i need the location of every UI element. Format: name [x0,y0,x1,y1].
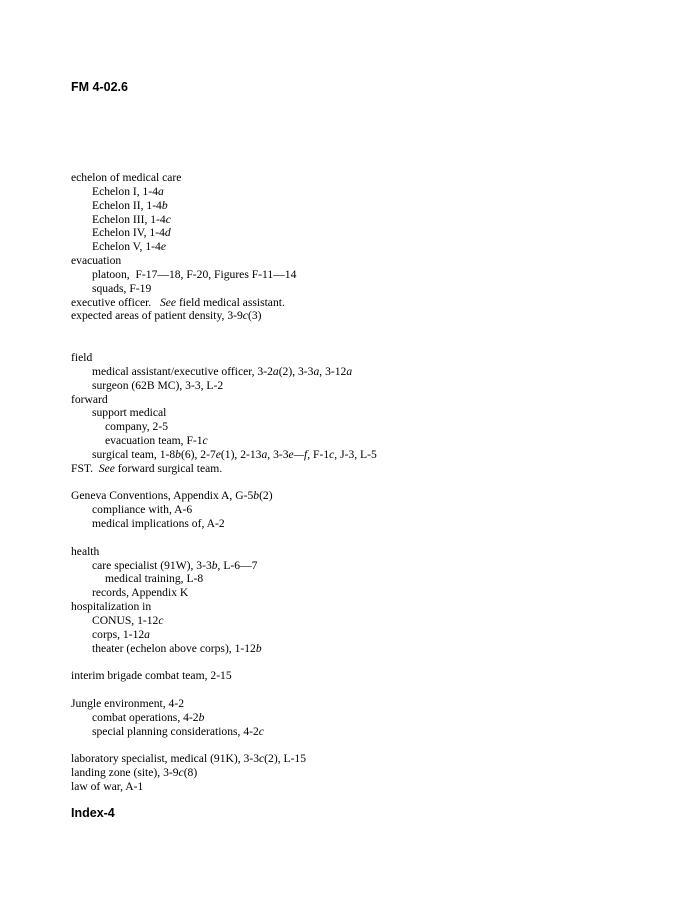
index-text: surgeon (62B MC), 3-3, L-2 [92,378,224,392]
index-entry [71,462,671,476]
index-text: compliance with, A-6 [92,503,193,517]
index-italic-text: b [211,558,218,572]
index-italic-text: e [215,447,221,461]
index-italic-text: See [159,295,177,309]
index-italic-text: a [261,447,268,461]
index-text: health [71,544,100,558]
index-text: , J-3, L-5 [334,447,377,461]
index-spacer [71,476,671,490]
index-list [71,171,671,794]
index-text: (8) [183,766,198,780]
index-subentry [71,240,671,254]
index-entry [71,171,671,185]
index-text: squads, F-19 [92,281,152,295]
index-text: Jungle environment, 4-2 [71,697,185,711]
index-italic-text: b [175,447,181,461]
index-subentry [71,365,671,379]
index-italic-text: b [161,198,168,212]
index-italic-text: a [346,364,353,378]
index-text: (2) [259,489,273,503]
index-text: records, Appendix K [92,586,189,600]
index-subentry [71,559,671,573]
index-spacer [71,531,671,545]
index-text: FST. [71,461,99,475]
index-entry [71,393,671,407]
index-spacer [71,323,671,337]
index-subentry [71,282,671,296]
index-italic-text: c [178,766,184,780]
index-subentry [71,185,671,199]
index-entry [71,669,671,683]
index-text: medical implications of, A-2 [92,517,225,531]
index-italic-text: e [160,240,166,254]
index-text: combat operations, 4-2 [92,710,199,724]
index-entry [71,489,671,503]
index-entry [71,600,671,614]
index-text: special planning considerations, 4-2 [92,724,259,738]
index-text: medical training, L-8 [105,572,204,586]
index-subentry [71,572,671,586]
index-spacer [71,683,671,697]
index-text: expected areas of patient density, 3-9 [71,309,243,323]
index-subentry [71,406,671,420]
index-text: (3) [247,309,262,323]
index-text: (6), 2-7 [180,447,216,461]
index-text: Echelon II, 1-4 [92,198,162,212]
index-text: (2), 3-3 [278,364,314,378]
index-text: support medical [92,406,167,420]
index-text: forward [71,392,108,406]
index-spacer [71,656,671,670]
index-subentry [71,614,671,628]
index-italic-text: b [255,641,262,655]
index-italic-text: d [164,226,171,240]
index-text: medical assistant/executive officer, 3-2 [92,364,273,378]
index-entry [71,780,671,794]
index-entry [71,766,671,780]
index-text: platoon, F-17—18, F-20, Figures F-11—14 [92,267,297,281]
index-italic-text: c [259,752,265,766]
index-text: (1), 2-13 [220,447,262,461]
index-text: interim brigade combat team, 2-15 [71,669,232,683]
index-text: company, 2-5 [105,420,168,434]
index-italic-text: c [202,434,208,448]
index-subentry [71,711,671,725]
index-text: hospitalization in [71,600,152,614]
index-entry [71,351,671,365]
index-subentry [71,199,671,213]
index-text: Geneva Conventions, Appendix A, G-5 [71,489,254,503]
index-spacer [71,739,671,753]
index-text: laboratory specialist, medical (91K), 3-3 [71,752,260,766]
index-subentry [71,586,671,600]
index-subentry [71,628,671,642]
index-text: Echelon V, 1-4 [92,240,161,254]
index-subentry [71,434,671,448]
index-text: forward surgical team. [114,461,223,475]
index-entry [71,545,671,559]
index-entry [71,254,671,268]
index-text: echelon of medical care [71,171,182,184]
index-text: (2), L-15 [264,752,307,766]
index-text: surgical team, 1-8 [92,447,176,461]
index-text: evacuation team, F-1 [105,434,203,448]
page-number-footer: Index-4 [71,806,115,820]
index-italic-text: c [165,212,171,226]
index-subentry [71,226,671,240]
index-italic-text: See [98,461,115,475]
index-entry [71,752,671,766]
index-text: CONUS, 1-12 [92,614,159,627]
index-subentry [71,213,671,227]
index-text: Echelon III, 1-4 [92,212,166,226]
index-text: law of war, A-1 [71,780,144,794]
index-text: Echelon I, 1-4 [92,184,158,198]
index-subentry [71,503,671,517]
index-subentry [71,517,671,531]
index-text: evacuation [71,254,122,268]
index-text: field [71,350,93,364]
index-italic-text: a [313,364,320,378]
index-entry [71,697,671,711]
index-subentry [71,420,671,434]
index-italic-text: a [158,184,164,198]
index-text: , L-6—7 [217,558,258,572]
index-text: Echelon IV, 1-4 [92,226,165,240]
index-subentry [71,725,671,739]
index-entry [71,309,671,323]
index-entry [71,296,671,310]
index-italic-text: a [144,627,150,641]
index-italic-text: e—f [288,447,308,461]
index-text: landing zone (site), 3-9 [71,766,179,780]
index-italic-text: b [253,489,260,503]
index-subentry [71,642,671,656]
index-text: corps, 1-12 [92,627,145,641]
index-text: field medical assistant. [176,295,285,309]
index-subentry [71,448,671,462]
index-italic-text: c [329,447,335,461]
index-italic-text: b [198,710,205,724]
index-italic-text: c [258,724,264,738]
document-number-header: FM 4-02.6 [71,80,128,94]
index-spacer [71,337,671,351]
index-italic-text: c [242,309,248,323]
index-subentry [71,268,671,282]
index-subentry [71,379,671,393]
index-text: care specialist (91W), 3-3 [92,558,212,572]
index-italic-text: a [272,364,279,378]
index-text: , F-1 [307,447,330,461]
index-text: theater (echelon above corps), 1-12 [92,641,256,655]
index-text: executive officer. [71,295,160,309]
index-text: , 3-12 [319,364,347,378]
index-text: , 3-3 [267,447,289,461]
index-italic-text: c [158,614,164,627]
